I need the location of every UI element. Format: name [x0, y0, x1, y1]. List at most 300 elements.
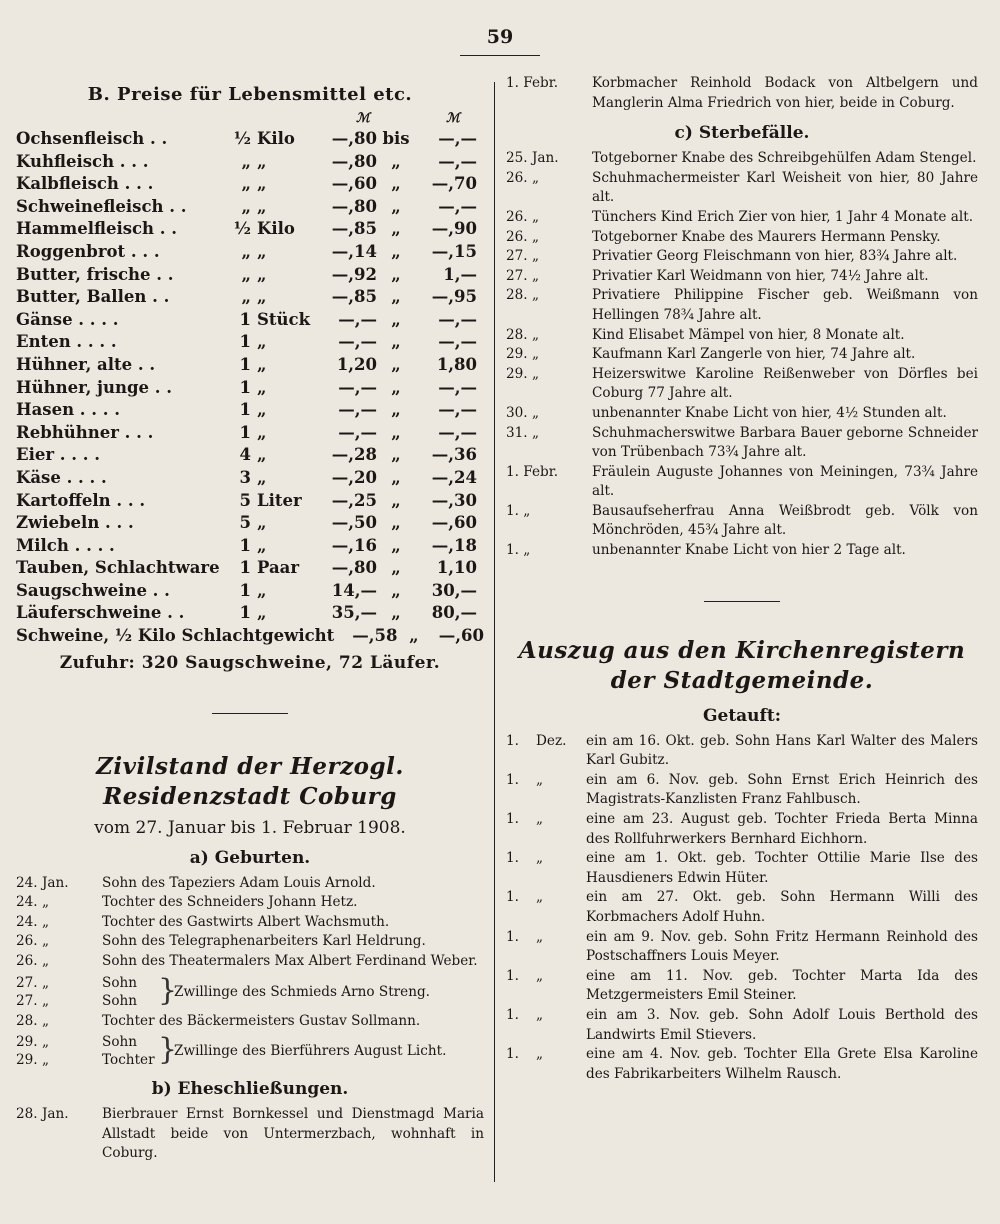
price-high: 1,—	[443, 264, 477, 284]
baptism-entry	[506, 928, 978, 967]
price-range-separator: „	[391, 332, 401, 352]
price-row	[16, 152, 484, 175]
price-low: —,80	[331, 196, 377, 216]
marriage-entry	[16, 1105, 484, 1164]
price-quantity: 5	[239, 513, 251, 533]
entry-date: 24. „	[16, 894, 49, 911]
price-range-separator: „	[391, 287, 401, 307]
entry-text: Totgeborner Knabe des Maurers Hermann Pensky.	[592, 228, 941, 245]
baptism-entry	[506, 732, 978, 771]
baptism-text: eine am 1. Okt. geb. Tochter Ottilie Marie Ilse des Hausdieners Edwin Hüter.	[586, 850, 978, 886]
price-row	[16, 423, 484, 446]
price-range-separator: „	[391, 445, 401, 465]
brace-glyph: }	[158, 1032, 178, 1068]
baptism-day: 1.	[506, 928, 519, 945]
price-unit: „	[257, 467, 267, 487]
price-quantity: „	[241, 196, 251, 216]
twins-text: Zwillinge des Schmieds Arno Streng.	[174, 983, 430, 1000]
baptism-text: ein am 27. Okt. geb. Sohn Hermann Willi des Korbmachers Adolf Huhn.	[586, 889, 978, 925]
baptism-text: ein am 3. Nov. geb. Sohn Adolf Louis Berthold des Landwirts Emil Stievers.	[586, 1006, 978, 1043]
baptism-entry	[506, 1006, 978, 1045]
baptism-entry	[506, 888, 978, 927]
baptism-entry	[506, 1045, 978, 1084]
baptism-day: 1.	[506, 850, 519, 867]
price-quantity: 1	[239, 558, 251, 578]
entry-text: Tochter des Schneiders Johann Hetz.	[102, 894, 358, 911]
price-low: —,16	[331, 535, 377, 555]
price-item: Kuhfleisch . . .	[16, 151, 149, 171]
price-row	[16, 129, 484, 152]
entry-text: Bausaufseherfrau Anna Weißbrodt geb. Völk von Mönchröden, 45¾ Jahre alt.	[592, 502, 978, 539]
price-range-separator: „	[391, 196, 401, 216]
price-range-separator: „	[391, 151, 401, 171]
price-high: —,60	[431, 513, 477, 533]
death-entry	[506, 365, 978, 404]
church-register-title-line1: Auszug aus den Kirchenregistern	[518, 636, 966, 664]
baptism-month: „	[536, 889, 544, 906]
price-range-separator: „	[391, 603, 401, 623]
price-quantity: „	[241, 151, 251, 171]
price-unit: „	[257, 445, 267, 465]
price-item: Ochsenfleisch . .	[16, 129, 168, 148]
price-range-separator: „	[391, 422, 401, 442]
death-entry	[506, 267, 978, 287]
price-row	[16, 468, 484, 491]
price-item: Roggenbrot . . .	[16, 241, 160, 261]
price-high: —,—	[438, 151, 477, 171]
currency-unit-high: ℳ	[446, 111, 460, 126]
price-unit: „	[257, 332, 267, 352]
baptism-day: 1.	[506, 1046, 519, 1063]
price-range-separator: „	[391, 241, 401, 261]
baptism-day: 1.	[506, 732, 519, 749]
birth-entry	[16, 932, 484, 952]
price-high: —,95	[431, 287, 477, 307]
price-quantity: 1	[239, 603, 251, 623]
marriages-title: b) Eheschließungen.	[151, 1079, 349, 1100]
price-low: —,28	[331, 445, 377, 465]
entry-date: 29. „	[506, 365, 539, 382]
death-entry	[506, 208, 978, 228]
entry-date: 28. „	[16, 1012, 49, 1029]
birth-entry	[16, 952, 484, 972]
entry-text: unbenannter Knabe Licht von hier, 4½ Stunden alt.	[592, 404, 947, 421]
entry-date: 26. „	[16, 953, 49, 970]
price-range-separator: „	[391, 219, 401, 239]
death-entry	[506, 463, 978, 502]
price-high: —,70	[431, 174, 477, 194]
price-high: —,—	[438, 129, 477, 148]
church-register-title-line2: der Stadtgemeinde.	[610, 666, 874, 694]
entry-text: Privatier Georg Fleischmann von hier, 83¾ Jahre alt.	[592, 248, 958, 265]
baptized-title: Getauft:	[702, 705, 781, 726]
price-item: Milch . . . .	[16, 535, 115, 555]
price-row	[16, 378, 484, 401]
currency-unit-low: ℳ	[356, 111, 370, 126]
price-item: Kalbfleisch . . .	[16, 174, 154, 194]
entry-date: 1. Febr.	[506, 463, 559, 480]
price-row	[16, 265, 484, 288]
births-title: a) Geburten.	[189, 847, 311, 868]
price-unit: „	[257, 241, 267, 261]
price-item: Butter, Ballen . .	[16, 287, 170, 307]
marriage-entry	[506, 74, 978, 113]
entry-text: Sohn des Theatermalers Max Albert Ferdinand Weber.	[102, 953, 478, 970]
supply-note: Zufuhr: 320 Saugschweine, 72 Läufer.	[59, 652, 441, 673]
price-quantity: „	[241, 241, 251, 261]
death-entry	[506, 228, 978, 248]
price-unit: „	[257, 377, 267, 397]
price-row	[16, 242, 484, 265]
price-unit: „	[257, 287, 267, 307]
civil-register-period: vom 27. Januar bis 1. Februar 1908.	[94, 817, 406, 838]
price-high: —,36	[431, 445, 477, 465]
birth-entry	[16, 913, 484, 933]
entry-text: Privatiere Philippine Fischer geb. Weißmann von Hellingen 78¾ Jahre alt.	[592, 287, 978, 323]
death-entry	[506, 286, 978, 325]
price-unit: „	[257, 603, 267, 623]
price-low: —,85	[331, 219, 377, 239]
baptism-day: 1.	[506, 1006, 519, 1023]
entry-text: Korbmacher Reinhold Bodack von Altbelgern und Manglerin Alma Friedrich von hier, beide in Coburg.	[592, 75, 978, 111]
twins-date: 29. „	[16, 1052, 49, 1069]
price-item: Hasen . . . .	[16, 400, 121, 420]
death-entry	[506, 169, 978, 208]
twins-child: Sohn	[102, 992, 138, 1009]
baptism-text: ein am 9. Nov. geb. Sohn Fritz Hermann Reinhold des Postschaffners Louis Meyer.	[586, 928, 978, 965]
price-low: —,—	[338, 422, 377, 442]
price-unit: „	[257, 580, 267, 600]
price-item: Tauben, Schlachtware	[16, 558, 220, 578]
entry-date: 27. „	[506, 248, 539, 265]
price-low: —,85	[331, 287, 377, 307]
price-item: Läuferschweine . .	[16, 603, 185, 623]
prices-title: B. Preise für Lebensmittel etc.	[87, 84, 413, 105]
price-unit: Kilo	[257, 129, 295, 148]
price-range-separator: „	[391, 467, 401, 487]
baptism-entry	[506, 771, 978, 810]
price-quantity: 3	[239, 467, 251, 487]
price-low: —,—	[338, 309, 377, 329]
price-quantity: 1	[239, 422, 251, 442]
price-high: —,24	[431, 467, 477, 487]
price-range-separator: „	[391, 354, 401, 374]
price-unit: Stück	[257, 309, 311, 329]
entry-date: 30. „	[506, 404, 539, 421]
baptism-day: 1.	[506, 889, 519, 906]
entry-date: 28. Jan.	[16, 1106, 69, 1123]
price-unit: „	[257, 174, 267, 194]
marriages-list	[16, 1105, 484, 1164]
entry-text: Heizerswitwe Karoline Reißenweber von Dörfles bei Coburg 77 Jahre alt.	[592, 365, 978, 402]
entry-text: Tochter des Gastwirts Albert Wachsmuth.	[102, 913, 390, 930]
price-row	[16, 310, 484, 333]
price-low: —,—	[338, 377, 377, 397]
price-item: Zwiebeln . . .	[16, 513, 134, 533]
price-item: Eier . . . .	[16, 445, 100, 465]
baptism-text: eine am 4. Nov. geb. Tochter Ella Grete Elsa Karoline des Fabrikarbeiters Wilhelm Rausch.	[586, 1046, 978, 1082]
price-unit: „	[257, 513, 267, 533]
price-row	[16, 174, 484, 197]
price-unit: „	[257, 151, 267, 171]
entry-text: Schuhmacherswitwe Barbara Bauer geborne Schneider von Trübenbach 73¾ Jahre alt.	[592, 424, 978, 461]
entry-text: Bierbrauer Ernst Bornkessel und Dienstmagd Maria Allstadt beide von Untermerzbach, wohnhaft in Coburg.	[102, 1106, 484, 1162]
death-entry	[506, 424, 978, 463]
price-quantity: „	[241, 174, 251, 194]
births-list-continued	[16, 1012, 484, 1032]
price-unit: Liter	[257, 490, 302, 510]
death-entry	[506, 149, 978, 169]
price-row	[16, 197, 484, 220]
column-divider	[494, 82, 495, 1182]
entry-date: 28. „	[506, 326, 539, 343]
price-unit-header	[16, 111, 484, 129]
left-column	[16, 78, 484, 1164]
price-unit: Kilo	[257, 219, 295, 239]
marriages-list-continued	[506, 74, 978, 113]
price-high: —,—	[438, 332, 477, 352]
price-high: —,18	[431, 535, 477, 555]
baptism-text: ein am 16. Okt. geb. Sohn Hans Karl Walter des Malers Karl Gubitz.	[586, 732, 978, 769]
price-item: Gänse . . . .	[16, 309, 119, 329]
entry-date: 26. „	[506, 169, 539, 186]
price-quantity: 1	[239, 354, 251, 374]
price-range-separator: „	[391, 535, 401, 555]
entry-date: 1. Febr.	[506, 75, 559, 91]
baptism-month: „	[536, 967, 544, 984]
entry-text: Kind Elisabet Mämpel von hier, 8 Monate alt.	[592, 326, 905, 343]
price-high: —,—	[438, 309, 477, 329]
price-high: 30,—	[431, 580, 477, 600]
entry-date: 24. „	[16, 913, 49, 930]
entry-date: 26. „	[16, 933, 49, 950]
civil-register-title: Zivilstand der Herzogl. Residenzstadt Coburg	[96, 752, 404, 810]
price-unit: Paar	[257, 558, 300, 578]
price-high: 1,10	[436, 558, 477, 578]
baptism-text: eine am 23. August geb. Tochter Frieda Berta Minna des Rollfuhrwerkers Bernhard Eichhorn.	[586, 811, 978, 847]
price-item: Hühner, junge . .	[16, 377, 173, 397]
twins-child: Tochter	[102, 1052, 155, 1069]
entry-date: 1. „	[506, 542, 531, 559]
price-unit: „	[257, 264, 267, 284]
price-row	[16, 400, 484, 423]
baptism-month: „	[536, 1006, 544, 1023]
price-unit: „	[257, 354, 267, 374]
entry-text: Sohn des Telegraphenarbeiters Karl Heldrung.	[102, 933, 426, 950]
right-column	[506, 74, 978, 1084]
birth-entry	[16, 874, 484, 894]
twins-date: 29. „	[16, 1034, 49, 1051]
price-high: 1,80	[436, 354, 477, 374]
birth-entry	[16, 1012, 484, 1032]
price-quantity: 5	[239, 490, 251, 510]
price-row	[16, 332, 484, 355]
death-entry	[506, 541, 978, 561]
baptism-entry	[506, 849, 978, 888]
price-range-separator: „	[391, 558, 401, 578]
death-entry	[506, 502, 978, 541]
price-quantity: „	[241, 264, 251, 284]
baptism-month: Dez.	[536, 732, 567, 749]
baptism-text: eine am 11. Nov. geb. Tochter Marta Ida des Metzgermeisters Emil Steiner.	[586, 967, 978, 1004]
baptism-entry	[506, 810, 978, 849]
price-quantity: ½	[233, 129, 251, 148]
twins-entry-1	[16, 974, 484, 1010]
price-high: 80,—	[431, 603, 477, 623]
twins-text: Zwillinge des Bierführers August Licht.	[174, 1043, 447, 1060]
price-row	[16, 536, 484, 559]
price-row	[16, 219, 484, 242]
price-row	[16, 626, 484, 649]
price-high: —,15	[431, 241, 477, 261]
price-row	[16, 581, 484, 604]
page-number-rule	[460, 55, 540, 56]
death-entry	[506, 247, 978, 267]
entry-text: unbenannter Knabe Licht von hier 2 Tage alt.	[592, 542, 906, 559]
price-range-separator: „	[391, 377, 401, 397]
price-low: —,80	[331, 558, 377, 578]
price-unit: „	[257, 400, 267, 420]
entry-date: 29. „	[506, 346, 539, 363]
price-quantity: ½	[233, 219, 251, 239]
price-unit: „	[257, 196, 267, 216]
price-quantity: 1	[239, 580, 251, 600]
births-list	[16, 874, 484, 972]
price-table	[16, 129, 484, 649]
price-range-separator: „	[391, 309, 401, 329]
entry-text: Sohn des Tapeziers Adam Louis Arnold.	[102, 874, 376, 891]
price-quantity: 4	[239, 445, 251, 465]
price-unit: „	[257, 422, 267, 442]
twins-date: 27. „	[16, 974, 49, 991]
price-item: Schweinefleisch . .	[16, 196, 187, 216]
price-low: 35,—	[331, 603, 377, 623]
price-low: —,—	[338, 332, 377, 352]
price-low: —,80	[331, 129, 377, 148]
twins-entry-2	[16, 1033, 484, 1069]
price-quantity: 1	[239, 535, 251, 555]
price-row	[16, 445, 484, 468]
price-low: —,50	[331, 513, 377, 533]
price-item: Rebhühner . . .	[16, 422, 154, 442]
price-low: —,80	[331, 151, 377, 171]
deaths-list	[506, 149, 978, 560]
entry-text: Kaufmann Karl Zangerle von hier, 74 Jahre alt.	[592, 346, 916, 363]
death-entry	[506, 345, 978, 365]
price-item: Hühner, alte . .	[16, 354, 156, 374]
price-low: —,20	[331, 467, 377, 487]
price-quantity: 1	[239, 377, 251, 397]
price-row	[16, 603, 484, 626]
price-high: —,90	[431, 219, 477, 239]
price-low: —,58	[352, 626, 398, 646]
price-high: —,—	[438, 422, 477, 442]
brace-glyph: }	[158, 972, 178, 1008]
price-item: Saugschweine . .	[16, 580, 170, 600]
price-row	[16, 491, 484, 514]
baptism-month: „	[536, 1046, 544, 1063]
price-range-separator: „	[391, 490, 401, 510]
price-range-separator: „	[391, 174, 401, 194]
entry-date: 26. „	[506, 208, 539, 225]
price-item: Butter, frische . .	[16, 264, 174, 284]
price-quantity: 1	[239, 400, 251, 420]
entry-date: 27. „	[506, 267, 539, 284]
baptism-entry	[506, 967, 978, 1006]
price-unit: „	[257, 535, 267, 555]
price-item: Schweine, ½ Kilo Schlachtgewicht	[16, 626, 335, 646]
price-quantity: 1	[239, 309, 251, 329]
page-number: 59	[486, 26, 514, 48]
baptism-day: 1.	[506, 811, 519, 828]
price-row	[16, 355, 484, 378]
twins-child: Sohn	[102, 1034, 138, 1051]
price-row	[16, 558, 484, 581]
baptism-day: 1.	[506, 967, 519, 984]
price-item: Kartoffeln . . .	[16, 490, 146, 510]
price-row	[16, 287, 484, 310]
death-entry	[506, 326, 978, 346]
birth-entry	[16, 893, 484, 913]
price-low: 1,20	[336, 354, 377, 374]
deaths-title: c) Sterbefälle.	[674, 123, 810, 144]
price-quantity: 1	[239, 332, 251, 352]
price-high: —,60	[438, 626, 484, 646]
entry-date: 25. Jan.	[506, 150, 559, 167]
price-low: —,60	[331, 174, 377, 194]
price-high: —,—	[438, 400, 477, 420]
entry-date: 1. „	[506, 502, 531, 519]
price-item: Käse . . . .	[16, 467, 107, 487]
entry-date: 24. Jan.	[16, 874, 69, 891]
entry-text: Privatier Karl Weidmann von hier, 74½ Jahre alt.	[592, 267, 929, 284]
price-range-separator: „	[391, 400, 401, 420]
death-entry	[506, 404, 978, 424]
price-low: —,14	[331, 241, 377, 261]
price-range-separator: „	[391, 580, 401, 600]
price-range-separator: „	[409, 626, 419, 646]
twins-date: 27. „	[16, 992, 49, 1009]
price-low: —,25	[331, 490, 377, 510]
entry-date: 26. „	[506, 228, 539, 245]
entry-text: Tünchers Kind Erich Zier von hier, 1 Jahr 4 Monate alt.	[592, 208, 974, 225]
entry-text: Schuhmachermeister Karl Weisheit von hier, 80 Jahre alt.	[592, 169, 978, 206]
baptism-text: ein am 6. Nov. geb. Sohn Ernst Erich Heinrich des Magistrats-Kanzlisten Franz Fahlbusch.	[586, 771, 978, 808]
price-quantity: „	[241, 287, 251, 307]
entry-text: Tochter des Bäckermeisters Gustav Sollmann.	[102, 1012, 421, 1029]
price-low: —,92	[331, 264, 377, 284]
price-high: —,30	[431, 490, 477, 510]
price-item: Enten . . . .	[16, 332, 117, 352]
price-item: Hammelfleisch . .	[16, 219, 178, 239]
price-range-separator: bis	[382, 129, 410, 148]
baptism-month: „	[536, 928, 544, 945]
baptism-day: 1.	[506, 771, 519, 788]
price-low: 14,—	[331, 580, 377, 600]
price-row	[16, 513, 484, 536]
price-high: —,—	[438, 196, 477, 216]
price-low: —,—	[338, 400, 377, 420]
entry-text: Fräulein Auguste Johannes von Meiningen, 73¾ Jahre alt.	[592, 463, 978, 500]
entry-date: 31. „	[506, 424, 539, 441]
baptism-month: „	[536, 771, 544, 788]
twins-child: Sohn	[102, 974, 138, 991]
price-range-separator: „	[391, 513, 401, 533]
baptism-month: „	[536, 850, 544, 867]
price-range-separator: „	[391, 264, 401, 284]
baptism-month: „	[536, 811, 544, 828]
entry-text: Totgeborner Knabe des Schreibgehülfen Adam Stengel.	[592, 150, 977, 167]
